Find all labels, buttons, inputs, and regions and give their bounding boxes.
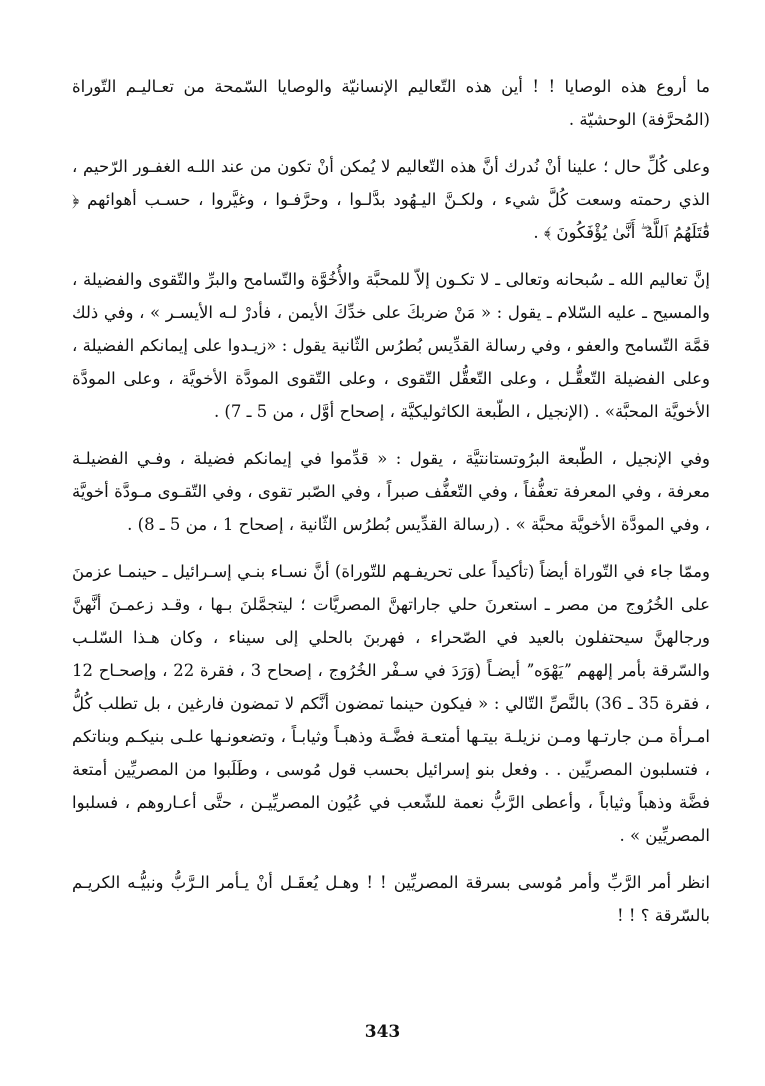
paragraph-5: وممّا جاء في التّوراة أيضاً (تأكيداً على تحريفـهم للتّوراة) أنَّ نسـاء بنـي إسـرائيل ـ حينمـا عزمنَ على الخُرُوج من مصر ـ استعرنَ حلي جاراتهنَّ المصريَّات ؛ ليتجمَّلنَ بـها ، وقـد زعمـنَ أنَّهنَّ ورجالهنَّ سيحتفلون بالعيد في الصّحراء ، فهربنَ بالحلي إلى سيناء ، وكان هـذا السّلـب والسّرقة بأمر إلههم ˮيَهْوَهˮ أيضـاً (وَرَدَ في سـفْر الخُرُوج ، إصحاح 3 ، فقرة 22 ، وإصحـاح 12 ، فقرة 35 ـ 36) بالنَّصِّ التّالي : « فيكون حينما تمضون أنَّكم لا تمضون فارغين ، بل تطلب كُلُّ امـرأة مـن جارتـها ومـن نزيلـة بيتـها أمتعـة فضَّـة وذهبـاً وثيابـاً ، وتضعونـها علـى بنيكـم وبناتكم ، فتسلبون المصريِّين . . وفعل بنو إسرائيل بحسب قول مُوسى ، وطَلَبوا من المصريِّين أمتعة فضَّة وذهباً وثياباً ، وأعطى الرَّبُّ نعمة للشّعب في عُيُون المصريِّيـن ، حتَّى أعـاروهم ، فسلبوا المصريِّين » . <box>72 562 711 845</box>
paragraph-4: وفي الإنجيل ، الطّبعة البرُوتستانتيَّة ، يقول : « قدِّموا في إيمانكم فضيلة ، وفـي الفضيلـة معرفة ، وفي المعرفة تعفُّفاً ، وفي التّعفُّف صبراً ، وفي الصّبر تقوى ، وفي التّقـوى مـودَّة أخويَّة ، وفي المودَّة الأخويَّة محبَّة » . (رسالة القدِّيس بُطرُس الثّانية ، إصحاح 1 ، من 5 ـ 8) . <box>72 449 710 534</box>
paragraph-2: وعلى كُلِّ حال ؛ علينا أنْ نُدرك أنَّ هذه التّعاليم لا يُمكن أنْ تكون من عند اللـه الغفـور الرّحيم ، الذي رحمته وسعت كُلَّ شيء ، ولكـنَّ اليـهُود بدَّلـوا ، وحرَّفـوا ، وغيَّروا ، حسـب أهوائهم ﴿ قَٰتَلَهُمُ ٱللَّهُ ۖ أَنَّىٰ يُؤْفَكُونَ ﴾ . <box>72 157 710 242</box>
paragraph-1: ما أروع هذه الوصايا ! ! أين هذه التّعاليم الإنسانيّة والوصايا السّمحة من تعـاليـم التّوراة (المُحرَّفة) الوحشيّة . <box>72 77 710 129</box>
paragraph-3: إنَّ تعاليم الله ـ سُبحانه وتعالى ـ لا تكـون إلاّ للمحبَّة والأُخُوَّة والتّسامح والبرِّ والتّقوى والفضيلة ، والمسيح ـ عليه السّلام ـ يقول : « مَنْ ضربكَ على خدِّكَ الأيمن ، فأدرْ لـه الأيسـر » ، وفي ذلك قمَّة التّسامح والعفو ، وفي رسالة القدِّيس بُطرُس الثّانية يقول : «زيـدوا على إيمانكم الفضيلة ، وعلى الفضيلة التّعقُّـل ، وعلى التّعقُّل التّقوى ، وعلى التّقوى المودَّة الأخويَّة ، وعلى المودَّة الأخويَّة المحبَّة» . (الإنجيل ، الطّبعة الكاثوليكيَّة ، إصحاح أوَّل ، من 5 ـ 7) . <box>72 270 710 421</box>
paragraph-6: انظر أمر الرَّبِّ وأمر مُوسى بسرقة المصريِّين ! ! وهـل يُعقَـل أنْ يـأمر الـرَّبُّ ونبيُّـه الكريـم بالسّرقة ؟ ! ! <box>72 873 710 925</box>
page-number: 343 <box>364 1022 401 1042</box>
page-body <box>72 70 710 946</box>
